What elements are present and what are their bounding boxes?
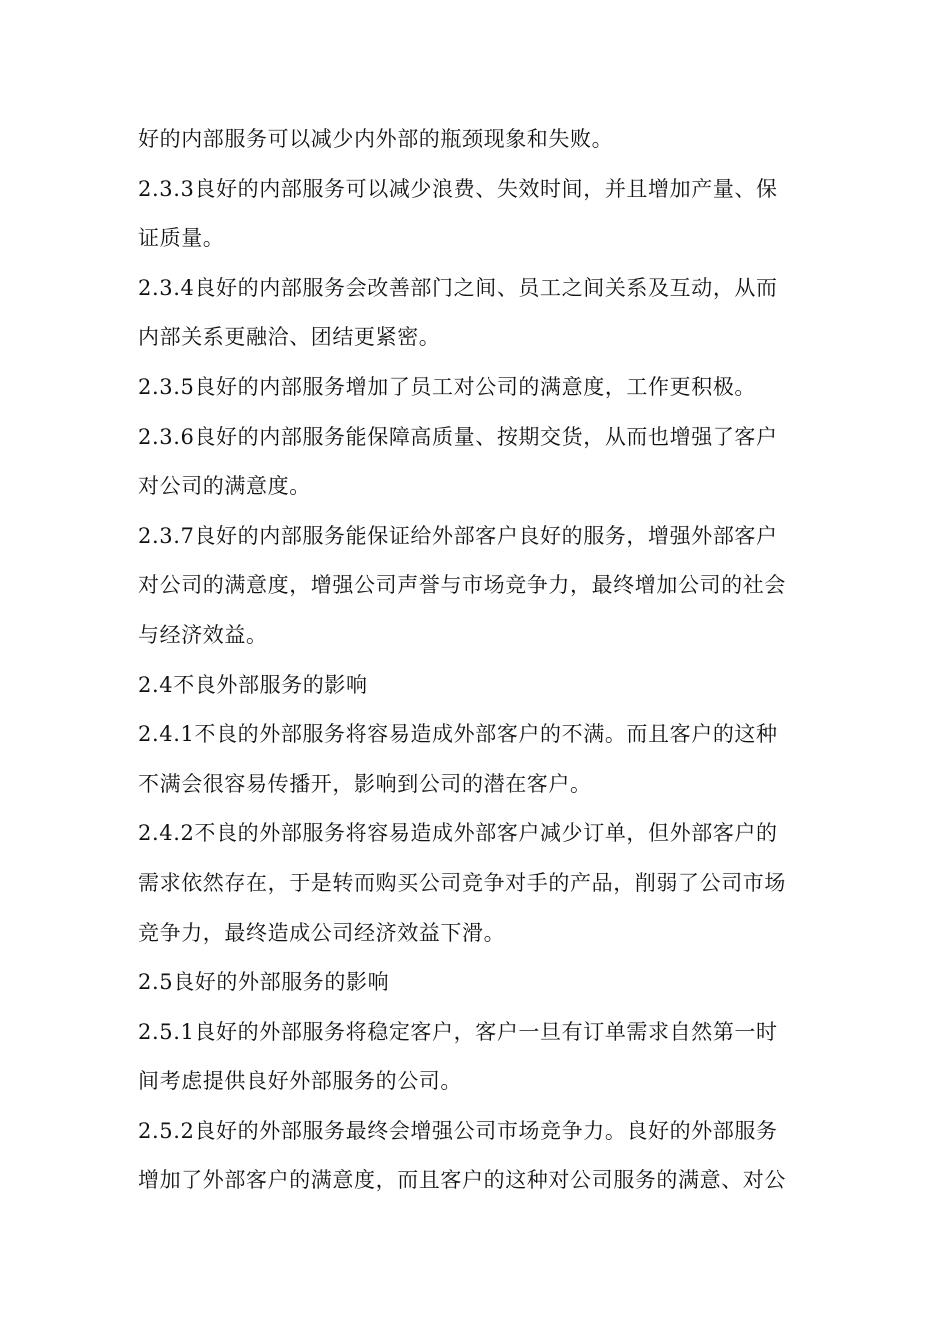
document-body	[138, 122, 838, 1213]
text-line: 对公司的满意度。	[138, 474, 311, 499]
text-line: 2.3.4良好的内部服务会改善部门之间、员工之间关系及互动，从而	[138, 275, 778, 300]
text-line: 不满会很容易传播开，影响到公司的潜在客户。	[138, 771, 592, 796]
text-line: 证质量。	[138, 226, 225, 251]
text-line: 需求依然存在，于是转而购买公司竞争对手的产品，削弱了公司市场	[138, 870, 786, 895]
text-line: 2.3.6良好的内部服务能保障高质量、按期交货，从而也增强了客户	[138, 424, 778, 449]
text-line: 间考虑提供良好外部服务的公司。	[138, 1069, 462, 1094]
section-heading: 2.4不良外部服务的影响	[138, 672, 368, 697]
section-heading: 2.5良好的外部服务的影响	[138, 970, 390, 995]
text-line: 与经济效益。	[138, 622, 268, 647]
text-line: 2.5.2良好的外部服务最终会增强公司市场竞争力。良好的外部服务	[138, 1118, 778, 1143]
text-line: 2.4.1不良的外部服务将容易造成外部客户的不满。而且客户的这种	[138, 722, 778, 747]
text-line: 2.5.1良好的外部服务将稳定客户，客户一旦有订单需求自然第一时	[138, 1019, 778, 1044]
text-line: 2.3.5良好的内部服务增加了员工对公司的满意度，工作更积极。	[138, 374, 757, 399]
text-line: 2.3.3良好的内部服务可以减少浪费、失效时间，并且增加产量、保	[138, 176, 778, 201]
text-line: 好的内部服务可以减少内外部的瓶颈现象和失败。	[138, 127, 614, 151]
text-line: 2.3.7良好的内部服务能保证给外部客户良好的服务，增强外部客户	[138, 523, 778, 548]
text-line: 增加了外部客户的满意度，而且客户的这种对公司服务的满意、对公	[138, 1168, 786, 1193]
text-line: 2.4.2不良的外部服务将容易造成外部客户减少订单，但外部客户的	[138, 821, 778, 846]
text-line: 对公司的满意度，增强公司声誉与市场竞争力，最终增加公司的社会	[138, 573, 786, 598]
text-line: 内部关系更融洽、团结更紧密。	[138, 325, 441, 350]
text-line: 竞争力，最终造成公司经济效益下滑。	[138, 920, 506, 945]
